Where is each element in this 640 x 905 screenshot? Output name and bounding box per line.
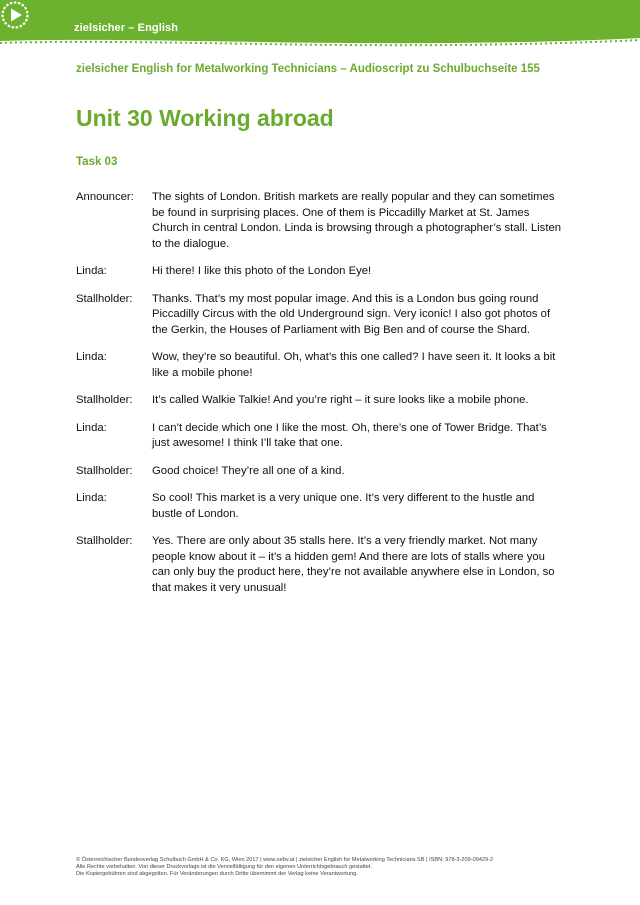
speaker-label: Linda: [76, 265, 107, 277]
dialogue-line [76, 534, 566, 596]
footer-line: Die Kopiergebühren sind abgegolten. Für Veränderungen durch Dritte übernimmt der Verlag keine Verantwortung. [76, 871, 358, 877]
utterance-text: Yes. There are only about 35 stalls here. It’s a very friendly market. Not many people know about it – it’s a hidden gem! And there are lots of stalls where you can only buy the product here, they’re not available anywhere else in London, so that makes it very unusual! [152, 535, 555, 594]
footer-line: Alle Rechte vorbehalten. Von dieser Druckvorlage ist die Vervielfältigung für den eigenen Unterrichtsgebrauch gestattet. [76, 864, 373, 870]
copyright-footer [76, 857, 576, 878]
page-title: Unit 30 Working abroad [76, 105, 334, 131]
dialogue-script [76, 190, 566, 608]
brand-name: zielsicher – English [74, 22, 179, 34]
utterance-text: Good choice! They’re all one of a kind. [152, 464, 345, 477]
speaker-label: Stallholder: [76, 292, 133, 305]
utterance-text: Wow, they’re so beautiful. Oh, what’s this one called? I have seen it. It looks a bit like a mobile phone! [152, 351, 556, 379]
dialogue-line [76, 190, 566, 252]
utterance-text: Thanks. That’s my most popular image. And this is a London bus going round Piccadilly Circus with the old Underground sign. Very iconic! I also got photos of the Gerkin, the Houses of Parliament with Big Ben and of course the Shard. [152, 292, 551, 336]
dialogue-line [76, 421, 566, 452]
play-logo-icon [0, 0, 30, 30]
utterance-text: It’s called Walkie Talkie! And you’re right – it sure looks like a mobile phone. [152, 394, 529, 406]
document-subtitle: zielsicher English for Metalworking Technicians – Audioscript zu Schulbuchseite 155 [76, 63, 540, 75]
task-heading: Task 03 [76, 156, 118, 168]
speaker-label: Stallholder: [76, 464, 133, 477]
utterance-text: I can’t decide which one I like the most. Oh, there’s one of Tower Bridge. That’s just awesome! I think I’ll take that one. [152, 421, 547, 449]
speaker-label: Linda: [76, 492, 107, 504]
dialogue-line [76, 292, 566, 339]
speaker-label: Announcer: [76, 191, 134, 203]
header-band [0, 0, 640, 48]
utterance-text: The sights of London. British markets are really popular and they can sometimes be found in surprising places. One of them is Piccadilly Market at St. James Church in central London. Linda is browsing through a photographer’s stall. Listen to the dialogue. [152, 191, 562, 250]
dialogue-line [76, 491, 566, 522]
dialogue-line [76, 393, 566, 409]
speaker-label: Stallholder: [76, 394, 133, 406]
utterance-text: Hi there! I like this photo of the London Eye! [152, 265, 372, 277]
speaker-label: Linda: [76, 351, 107, 363]
speaker-label: Stallholder: [76, 535, 133, 547]
dialogue-line [76, 350, 566, 381]
footer-line: © Österreichischer Bundesverlag Schulbuch GmbH & Co. KG, Wien 2017 | www.oebv.at | zielsicher English for Metalworking Technicians SB | ISBN: 978-3-209-09429-2 [76, 857, 494, 863]
utterance-text: So cool! This market is a very unique one. It’s very different to the hustle and bustle of London. [152, 492, 535, 520]
speaker-label: Linda: [76, 421, 107, 434]
dialogue-line [76, 264, 566, 280]
dialogue-line [76, 464, 566, 480]
